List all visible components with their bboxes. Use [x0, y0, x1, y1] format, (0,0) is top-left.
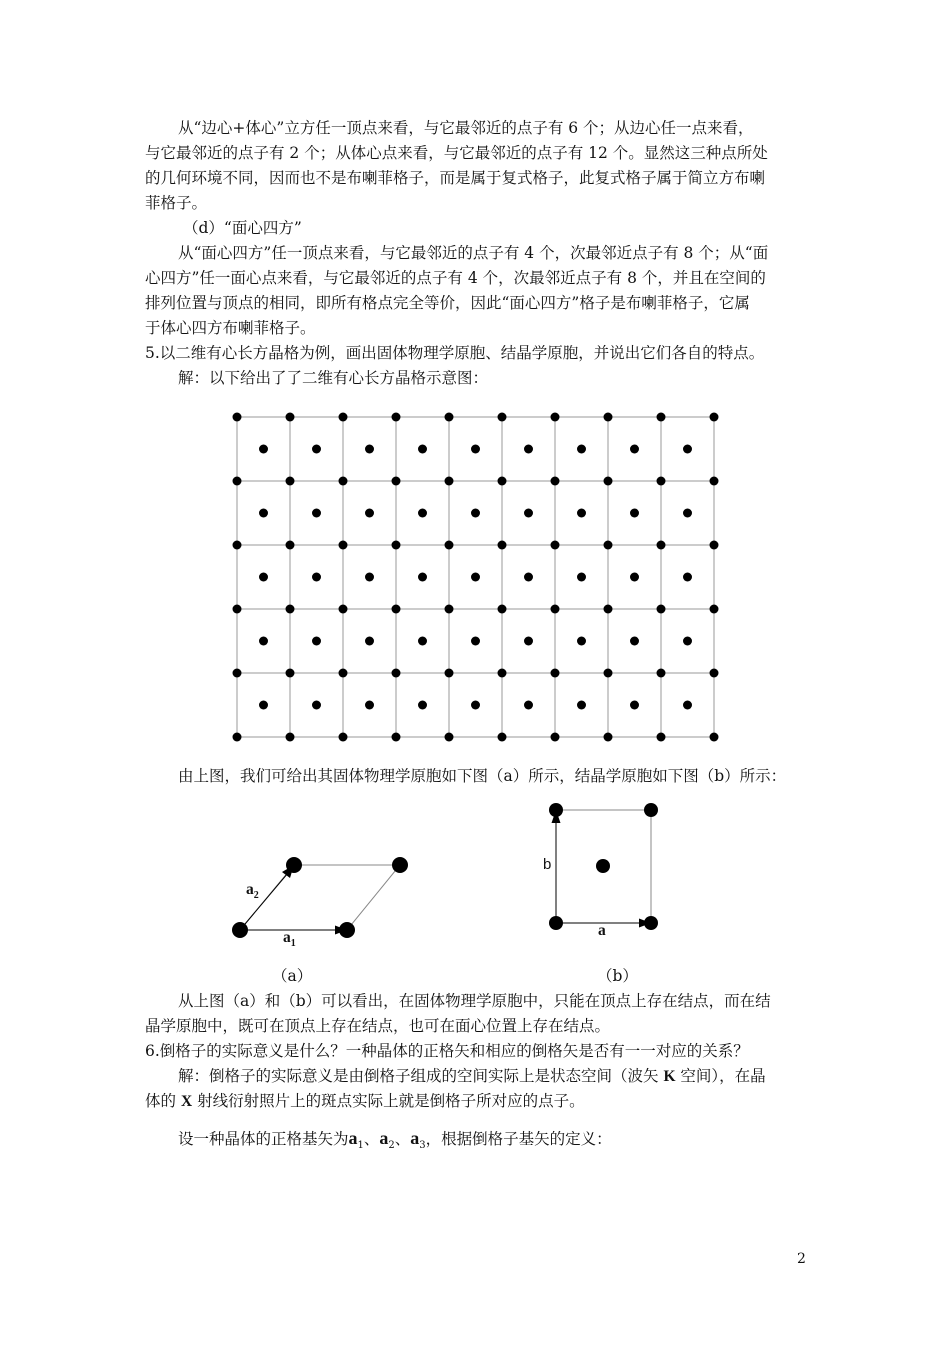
question-5: 5.以二维有心长方晶格为例，画出固体物理学原胞、结晶学原胞，并说出它们各自的特点。 — [145, 344, 765, 362]
answer-6-line: 体的 X 射线衍射照片上的斑点实际上就是倒格子所对应的点子。 — [145, 1092, 585, 1110]
question-6: 6.倒格子的实际意义是什么？一种晶体的正格矢和相应的倒格矢是否有一一对应的关系？ — [145, 1042, 749, 1060]
answer-5-intro: 解：以下给出了了二维有心长方晶格示意图： — [178, 369, 489, 387]
lattice-point — [604, 541, 613, 550]
lattice-point — [657, 733, 666, 742]
lattice-point — [498, 477, 507, 486]
lattice-point — [286, 413, 295, 422]
text-line: 菲格子。 — [145, 194, 208, 212]
center-lattice-point — [630, 701, 639, 710]
center-lattice-point — [683, 701, 692, 710]
center-lattice-point — [596, 859, 610, 873]
figure-b-caption: （b） — [597, 967, 638, 985]
lattice-point — [604, 669, 613, 678]
lattice-point — [657, 413, 666, 422]
lattice-point — [445, 413, 454, 422]
lattice-point — [604, 733, 613, 742]
lattice-point — [445, 477, 454, 486]
answer-6-line: 解：倒格子的实际意义是由倒格子组成的空间实际上是状态空间（波矢 K 空间），在晶 — [178, 1067, 766, 1085]
lattice-point — [392, 605, 401, 614]
lattice-point — [710, 733, 719, 742]
center-lattice-point — [630, 573, 639, 582]
center-lattice-point — [365, 509, 374, 518]
center-lattice-point — [471, 637, 480, 646]
lattice-point — [498, 541, 507, 550]
center-lattice-point — [418, 445, 427, 454]
center-lattice-point — [259, 573, 268, 582]
lattice-point — [657, 541, 666, 550]
primitive-cell-outline — [240, 865, 400, 930]
lattice-point — [551, 477, 560, 486]
lattice-point — [392, 669, 401, 678]
lattice-point — [551, 541, 560, 550]
lattice-point — [233, 477, 242, 486]
lattice-point — [498, 669, 507, 678]
center-lattice-point — [418, 701, 427, 710]
lattice-point — [233, 541, 242, 550]
lattice-point — [392, 857, 408, 873]
lattice-point — [286, 541, 295, 550]
lattice-point — [339, 413, 348, 422]
centered-rectangular-lattice-figure — [225, 405, 730, 750]
center-lattice-point — [524, 573, 533, 582]
lattice-point — [710, 541, 719, 550]
lattice-point — [339, 541, 348, 550]
label-b: b — [543, 856, 552, 873]
text-line: 晶学原胞中，既可在顶点上存在结点，也可在面心位置上存在结点。 — [145, 1017, 611, 1035]
lattice-point — [498, 733, 507, 742]
center-lattice-point — [259, 701, 268, 710]
text-line: 的几何环境不同，因而也不是布喇菲格子，而是属于复式格子，此复式格子属于简立方布喇 — [145, 169, 766, 187]
center-lattice-point — [630, 445, 639, 454]
lattice-point — [339, 669, 348, 678]
lattice-point — [657, 477, 666, 486]
lattice-point — [657, 669, 666, 678]
figure-a-caption: （a） — [272, 967, 313, 985]
lattice-point — [339, 477, 348, 486]
lattice-point — [710, 605, 719, 614]
lattice-point — [657, 605, 666, 614]
center-lattice-point — [259, 637, 268, 646]
text-line: 从上图（a）和（b）可以看出，在固体物理学原胞中，只能在顶点上存在结点，而在结 — [178, 992, 771, 1010]
lattice-point — [644, 916, 658, 930]
text-line: 与它最邻近的点子有 2 个；从体心点来看，与它最邻近的点子有 12 个。显然这三种点所处 — [145, 144, 768, 162]
lattice-point — [286, 733, 295, 742]
lattice-point — [604, 477, 613, 486]
center-lattice-point — [524, 701, 533, 710]
conventional-cell-figure-b — [535, 795, 670, 940]
section-heading: （d）“面心四方” — [183, 219, 302, 237]
lattice-point — [710, 477, 719, 486]
answer-5-after: 由上图，我们可给出其固体物理学原胞如下图（a）所示，结晶学原胞如下图（b）所示： — [178, 767, 787, 785]
lattice-point — [445, 541, 454, 550]
center-lattice-point — [418, 573, 427, 582]
center-lattice-point — [365, 573, 374, 582]
center-lattice-point — [630, 637, 639, 646]
text-line: 心四方”任一面心点来看，与它最邻近的点子有 4 个，次最邻近点子有 8 个，并且在空间的 — [145, 269, 766, 287]
center-lattice-point — [471, 445, 480, 454]
label-a: a — [598, 922, 606, 939]
lattice-point — [286, 605, 295, 614]
center-lattice-point — [312, 573, 321, 582]
center-lattice-point — [312, 637, 321, 646]
text-line: 于体心四方布喇菲格子。 — [145, 319, 316, 337]
lattice-point — [233, 669, 242, 678]
center-lattice-point — [524, 509, 533, 518]
label-a1: $a_1$ — [283, 929, 296, 950]
center-lattice-point — [577, 637, 586, 646]
center-lattice-point — [365, 637, 374, 646]
lattice-point — [644, 803, 658, 817]
text-line: 从“边心+体心”立方任一顶点来看，与它最邻近的点子有 6 个；从边心任一点来看， — [178, 119, 754, 137]
lattice-point — [286, 857, 302, 873]
page-number: 2 — [797, 1251, 806, 1267]
lattice-point — [445, 669, 454, 678]
center-lattice-point — [312, 445, 321, 454]
lattice-point — [232, 922, 248, 938]
lattice-point — [233, 413, 242, 422]
lattice-point — [392, 413, 401, 422]
center-lattice-point — [577, 573, 586, 582]
lattice-point — [286, 669, 295, 678]
lattice-point — [710, 413, 719, 422]
lattice-point — [604, 605, 613, 614]
center-lattice-point — [683, 509, 692, 518]
center-lattice-point — [683, 637, 692, 646]
lattice-point — [286, 477, 295, 486]
lattice-point — [233, 605, 242, 614]
lattice-point — [549, 803, 563, 817]
center-lattice-point — [365, 701, 374, 710]
center-lattice-point — [471, 509, 480, 518]
lattice-point — [604, 413, 613, 422]
lattice-point — [710, 669, 719, 678]
lattice-point — [551, 733, 560, 742]
center-lattice-point — [312, 509, 321, 518]
lattice-point — [551, 413, 560, 422]
lattice-point — [392, 541, 401, 550]
lattice-point — [445, 733, 454, 742]
center-lattice-point — [577, 701, 586, 710]
center-lattice-point — [312, 701, 321, 710]
lattice-point — [551, 669, 560, 678]
center-lattice-point — [471, 573, 480, 582]
center-lattice-point — [418, 509, 427, 518]
center-lattice-point — [418, 637, 427, 646]
label-a2: $a_2$ — [246, 881, 259, 902]
center-lattice-point — [259, 445, 268, 454]
center-lattice-point — [630, 509, 639, 518]
lattice-point — [339, 733, 348, 742]
center-lattice-point — [365, 445, 374, 454]
center-lattice-point — [471, 701, 480, 710]
lattice-point — [339, 922, 355, 938]
lattice-point — [392, 477, 401, 486]
lattice-point — [498, 605, 507, 614]
lattice-point — [549, 916, 563, 930]
center-lattice-point — [524, 637, 533, 646]
center-lattice-point — [577, 445, 586, 454]
text-line: 从“面心四方”任一顶点来看，与它最邻近的点子有 4 个，次最邻近点子有 8 个；从“面 — [178, 244, 769, 262]
lattice-point — [233, 733, 242, 742]
lattice-point — [339, 605, 348, 614]
center-lattice-point — [683, 445, 692, 454]
lattice-point — [498, 413, 507, 422]
lattice-point — [445, 605, 454, 614]
center-lattice-point — [577, 509, 586, 518]
lattice-point — [392, 733, 401, 742]
text-line: 排列位置与顶点的相同，即所有格点完全等价，因此“面心四方”格子是布喇菲格子，它属 — [145, 294, 750, 312]
answer-6-basis-vectors: 设一种晶体的正格基矢为$a_1$、$a_2$、$a_3$，根据倒格子基矢的定义： — [178, 1128, 612, 1152]
lattice-point — [551, 605, 560, 614]
center-lattice-point — [683, 573, 692, 582]
center-lattice-point — [524, 445, 533, 454]
center-lattice-point — [259, 509, 268, 518]
